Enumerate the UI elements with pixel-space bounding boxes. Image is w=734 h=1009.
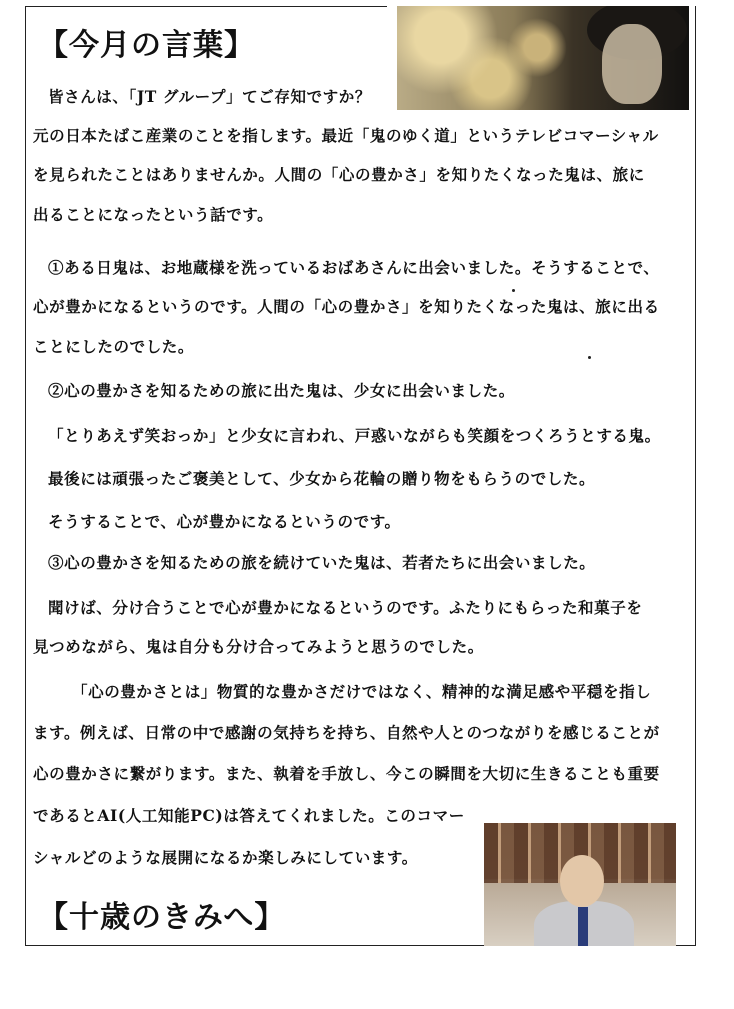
text-line: 心が豊かになるというのです。人間の「心の豊かさ」を知りたくなった鬼は、旅に出る (33, 297, 660, 316)
text-line: そうすることで、心が豊かになるというのです。 (48, 512, 401, 531)
text-line: ①ある日鬼は、お地蔵様を洗っているおばあさんに出会いました。そうすることで、 (48, 258, 660, 277)
text-line: 皆さんは、「JT グループ」てご存知ですか？ (48, 87, 371, 106)
face-shape (602, 24, 662, 104)
scan-speck (512, 289, 515, 292)
text-line: 「心の豊かさとは」物質的な豊かさだけではなく、精神的な満足感や平穏を指し (72, 682, 652, 701)
text-line: 元の日本たばこ産業のことを指します。最近「鬼のゆく道」というテレビコマーシャル (33, 126, 659, 145)
heading-to-ten-year-old: 【十歳のきみへ】 (38, 900, 286, 935)
heading-word-of-month: 【今月の言葉】 (38, 28, 255, 63)
elderly-man-photo (484, 823, 676, 946)
text-line: ②心の豊かさを知るための旅に出た鬼は、少女に出会いました。 (48, 381, 515, 400)
text-line: であるとAI(人工知能PC)は答えてくれました。このコマー (33, 806, 465, 825)
text-line: 心の豊かさに繋がります。また、執着を手放し、今この瞬間を大切に生きることも重要 (33, 764, 660, 783)
text-line: を見られたことはありませんか。人間の「心の豊かさ」を知りたくなった鬼は、旅に (33, 165, 645, 184)
head-shape (560, 855, 604, 907)
text-line: ことにしたのでした。 (33, 337, 195, 356)
tie-shape (578, 907, 588, 946)
scan-speck (588, 356, 591, 359)
man-portrait-photo (397, 6, 689, 110)
text-line: ③心の豊かさを知るための旅を続けていた鬼は、若者たちに出会いました。 (48, 553, 596, 572)
text-line: 最後には頑張ったご褒美として、少女から花輪の贈り物をもらうのでした。 (48, 469, 596, 488)
text-line: シャルどのような展開になるか楽しみにしています。 (33, 848, 418, 867)
text-line: 「とりあえず笑おっか」と少女に言われ、戸惑いながらも笑顔をつくろうとする鬼。 (48, 426, 661, 445)
text-line: ます。例えば、日常の中で感謝の気持ちを持ち、自然や人とのつながりを感じることが (33, 723, 660, 742)
text-line: 聞けば、分け合うことで心が豊かになるというのです。ふたりにもらった和菓子を (48, 598, 643, 617)
text-line: 出ることになったという話です。 (33, 205, 274, 224)
text-line: 見つめながら、鬼は自分も分け合ってみようと思うのでした。 (33, 637, 484, 656)
